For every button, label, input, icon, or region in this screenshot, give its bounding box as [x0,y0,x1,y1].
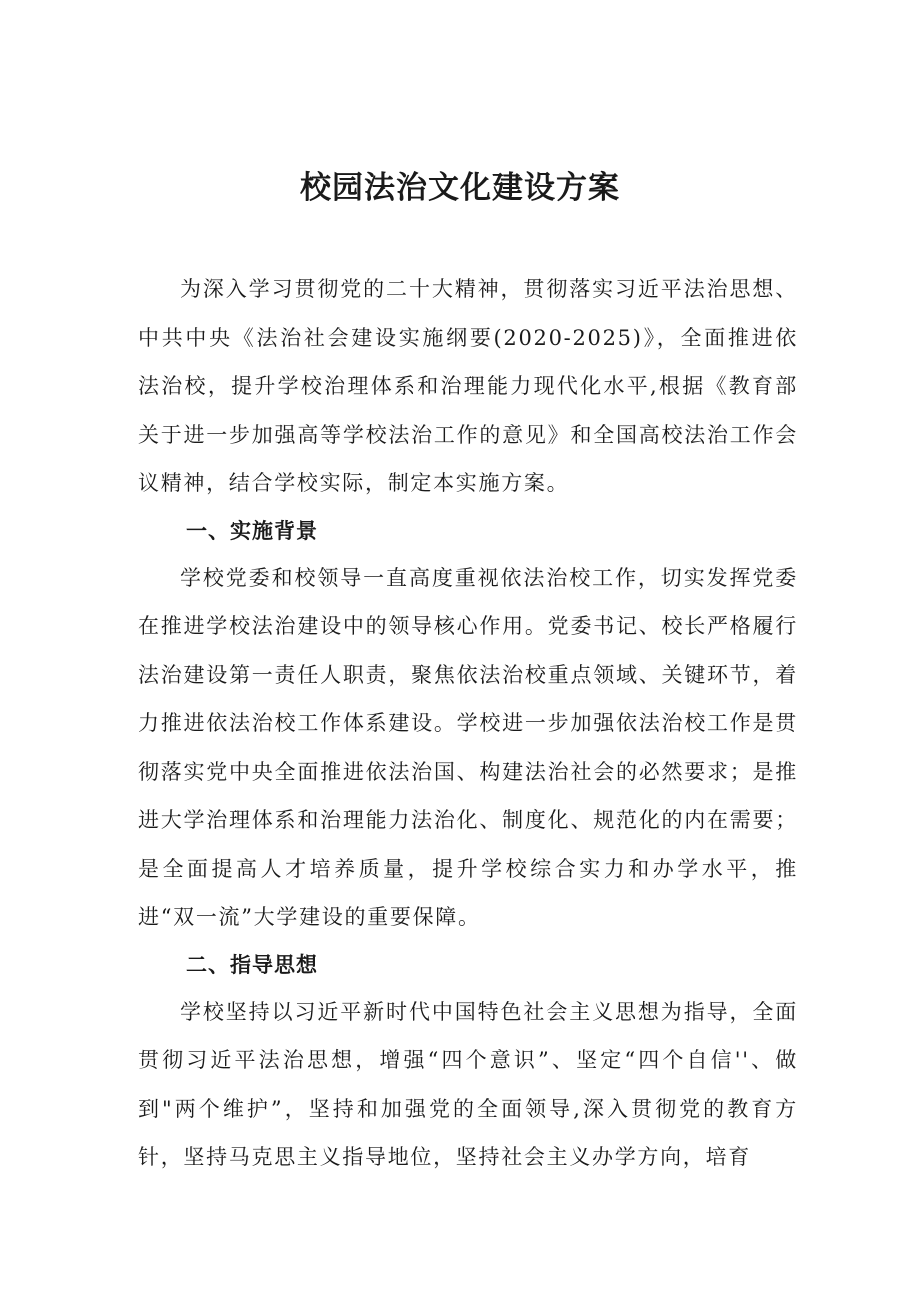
document-title: 校园法治文化建设方案 [300,170,620,206]
intro-paragraph: 为深入学习贯彻党的二十大精神，贯彻落实习近平法治思想、中共中央《法治社会建设实施纲要(2020-2025)》，全面推进依法治校，提升学校治理体系和治理能力现代化水平,根据《教育部关于进一步加强高等学校法治工作的意见》和全国高校法治工作会议精神，结合学校实际，制定本实施方案。 [138,277,798,495]
section-body-guiding-thought: 学校坚持以习近平新时代中国特色社会主义思想为指导，全面贯彻习近平法治思想，增强“四个意识”、坚定“四个自信''、做到"两个维护”，坚持和加强党的全面领导,深入贯彻党的教育方针，坚持马克思主义指导地位，坚持社会主义办学方向，培育 [138,999,798,1169]
section-heading-guiding-thought: 二、指导思想 [186,952,318,977]
section-body-background: 学校党委和校领导一直高度重视依法治校工作，切实发挥党委在推进学校法治建设中的领导核心作用。党委书记、校长严格履行法治建设第一责任人职责，聚焦依法治校重点领域、关键环节，着力推进依法治校工作体系建设。学校进一步加强依法治校工作是贯彻落实党中央全面推进依法治国、构建法治社会的必然要求；是推进大学治理体系和治理能力法治化、制度化、规范化的内在需要；是全面提高人才培养质量，提升学校综合实力和办学水平，推进“双一流”大学建设的重要保障。 [138,565,798,929]
document-body [138,265,798,1182]
section-heading-background: 一、实施背景 [186,518,318,543]
